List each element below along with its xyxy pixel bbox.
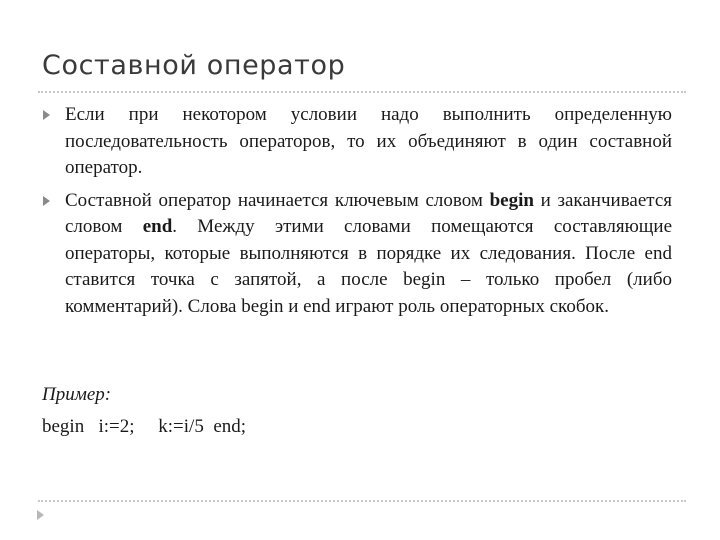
title-divider [38, 91, 686, 93]
example-label: Пример: [42, 384, 112, 405]
bottom-divider [38, 500, 686, 502]
keyword-begin: begin [489, 189, 534, 211]
bullet-item [40, 188, 672, 321]
bullet-text: Если при некотором условии надо выполнить определенную последовательность операторов, то их объединяют в один составной оператор. [65, 104, 672, 178]
bullet-arrow-icon [43, 110, 50, 120]
bullet-text-part: . Между этими словами помещаются составляющие операторы, которые выполняются в порядке их следования. После end ставится точка с запятой, а после begin – только пробел (либо комментарий). Слова begin и end играют роль операторных скобок. [65, 216, 672, 317]
bullet-text-part: и заканчивается словом [65, 189, 672, 237]
bullet-list [40, 102, 672, 326]
slide-title: Составной оператор [42, 50, 346, 81]
bullet-arrow-icon [43, 196, 50, 206]
corner-arrow-icon [37, 510, 44, 520]
bullet-text-part: Составной оператор начинается ключевым словом [65, 189, 490, 211]
bullet-text [65, 188, 672, 321]
bullet-item [40, 102, 672, 182]
keyword-end: end [142, 216, 173, 237]
example-code: begin i:=2; k:=i/5 end; [42, 416, 247, 437]
